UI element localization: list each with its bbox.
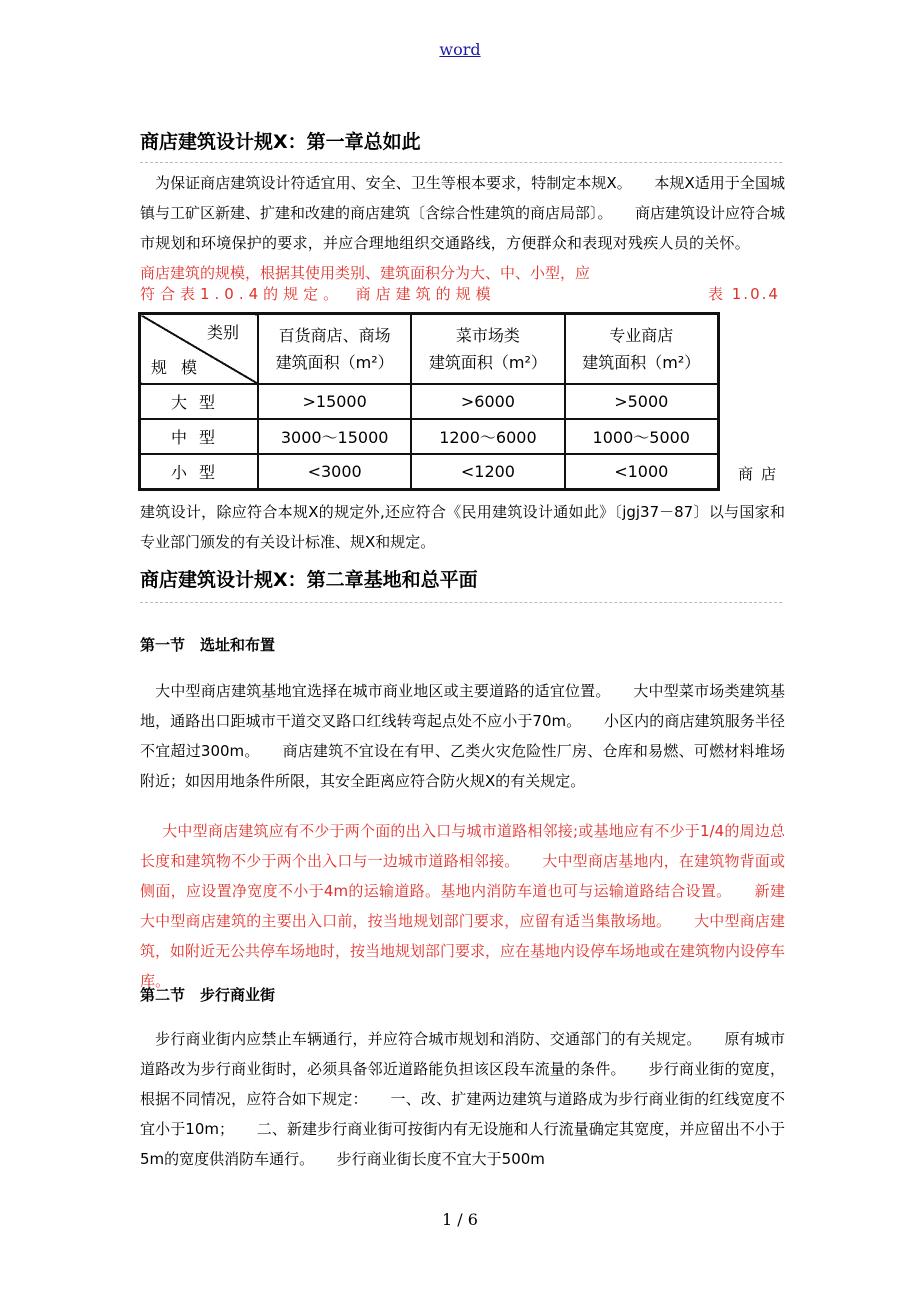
table-row-small [140,454,719,490]
column-unit: 建筑面积（m²） [428,353,547,372]
table-cell: >15000 [258,384,411,419]
table-row-medium [140,419,719,454]
after-table-text: 商店 [738,465,785,483]
table-cell: 1000～5000 [565,419,719,454]
chapter1-title: 商店建筑设计规X：第一章总如此 [140,131,421,153]
section2-paragraph [140,1024,785,1174]
table-corner-cell [140,314,259,385]
row-label: 小型 [140,454,259,490]
chapter1-intro-paragraph [140,168,785,288]
column-title: 菜市场类 [455,326,520,345]
table-row-large [140,384,719,419]
header-word-link[interactable]: word [439,40,481,59]
chapter2-divider [140,602,782,603]
row-label: 大型 [140,384,259,419]
section2-title: 第二节 步行商业街 [140,986,276,1004]
row-label: 中型 [140,419,259,454]
table-header-specialty-store [565,314,719,385]
column-unit: 建筑面积（m²） [275,353,394,372]
section2-text: 步行商业街内应禁止车辆通行，并应符合城市规划和消防、交通部门的有关规定。 原有城市道路改为步行商业街时，必须具备邻近道路能负担该区段车流量的条件。 步行商业街的宽度，根据不同情况，应符合如下规定： 一、改、扩建两边建筑与道路成为步行商业街的红线宽度不宜小于10m； 二、新建步行商业街可按街内有无设施和人行流量确定其宽度，并应留出不小于5m的宽度供消防车通行。 步行商业街长度不宜大于500m [140,1030,785,1168]
table-cell: <3000 [258,454,411,490]
table-cell: >6000 [411,384,564,419]
chapter1-divider [140,162,782,163]
section1-paragraph [140,676,785,796]
table-cell: >5000 [565,384,719,419]
chapter1-intro-text: 为保证商店建筑设计符适宜用、安全、卫生等根本要求，特制定本规X。 本规X适用于全国城镇与工矿区新建、扩建和改建的商店建筑〔含综合性建筑的商店局部〕。 商店建筑设计应符合城市规划和环境保护的要求，并应合理地组织交通路线，方便群众和表现对残疾人员的关怀。 [140,174,786,252]
table-number-label: 表 1.0.4 [708,285,780,303]
building-scale-table [138,312,720,491]
table-cell: 3000～15000 [258,419,411,454]
table-cell: 1200～6000 [411,419,564,454]
table-corner-scale: 规模 [151,358,212,377]
column-title: 百货商店、商场 [278,326,391,345]
page-number: 1 / 6 [442,1210,478,1229]
section1-red-paragraph [140,816,785,996]
table-cell: <1000 [565,454,719,490]
chapter1-table-ref: 符合表1.0.4的规定。 商店建筑的规模 [140,285,496,303]
table-header-market [411,314,564,385]
column-title: 专业商店 [609,326,674,345]
chapter1-scale-text: 商店建筑的规模，根据其使用类别、建筑面积分为大、中、小型，应 [140,264,591,282]
section1-red-text: 大中型商店建筑应有不少于两个面的出入口与城市道路相邻接;或基地应有不少于1/4的周边总长度和建筑物不少于两个出入口与一边城市道路相邻接。 大中型商店基地内，在建筑物背面或侧面，应设置净宽度不小于4m的运输道路。基地内消防车道也可与运输道路结合设置。 新建大中型商店建筑的主要出入口前，按当地规划部门要求，应留有适当集散场地。 大中型商店建筑，如附近无公共停车场地时，按当地规划部门要求，应在基地内设停车场地或在建筑物内设停车库。 [140,822,786,990]
chapter1-compliance-paragraph: 建筑设计，除应符合本规X的规定外,还应符合《民用建筑设计通如此》〔jgj37－87〕以与国家和专业部门颁发的有关设计标准、规X和规定。 [140,503,785,551]
chapter2-title: 商店建筑设计规X：第二章基地和总平面 [140,569,478,591]
table-cell: <1200 [411,454,564,490]
table-corner-category: 类别 [206,323,239,342]
column-unit: 建筑面积（m²） [582,353,701,372]
table-header-department-store [258,314,411,385]
section1-title: 第一节 选址和布置 [140,636,276,654]
section1-text: 大中型商店建筑基地宜选择在城市商业地区或主要道路的适宜位置。 大中型菜市场类建筑基地，通路出口距城市干道交叉路口红线转弯起点处不应小于70m。 小区内的商店建筑服务半径不宜超过300m。 商店建筑不宜设在有甲、乙类火灾危险性厂房、仓库和易燃、可燃材料堆场附近；如因用地条件所限，其安全距离应符合防火规X的有关规定。 [140,682,785,790]
